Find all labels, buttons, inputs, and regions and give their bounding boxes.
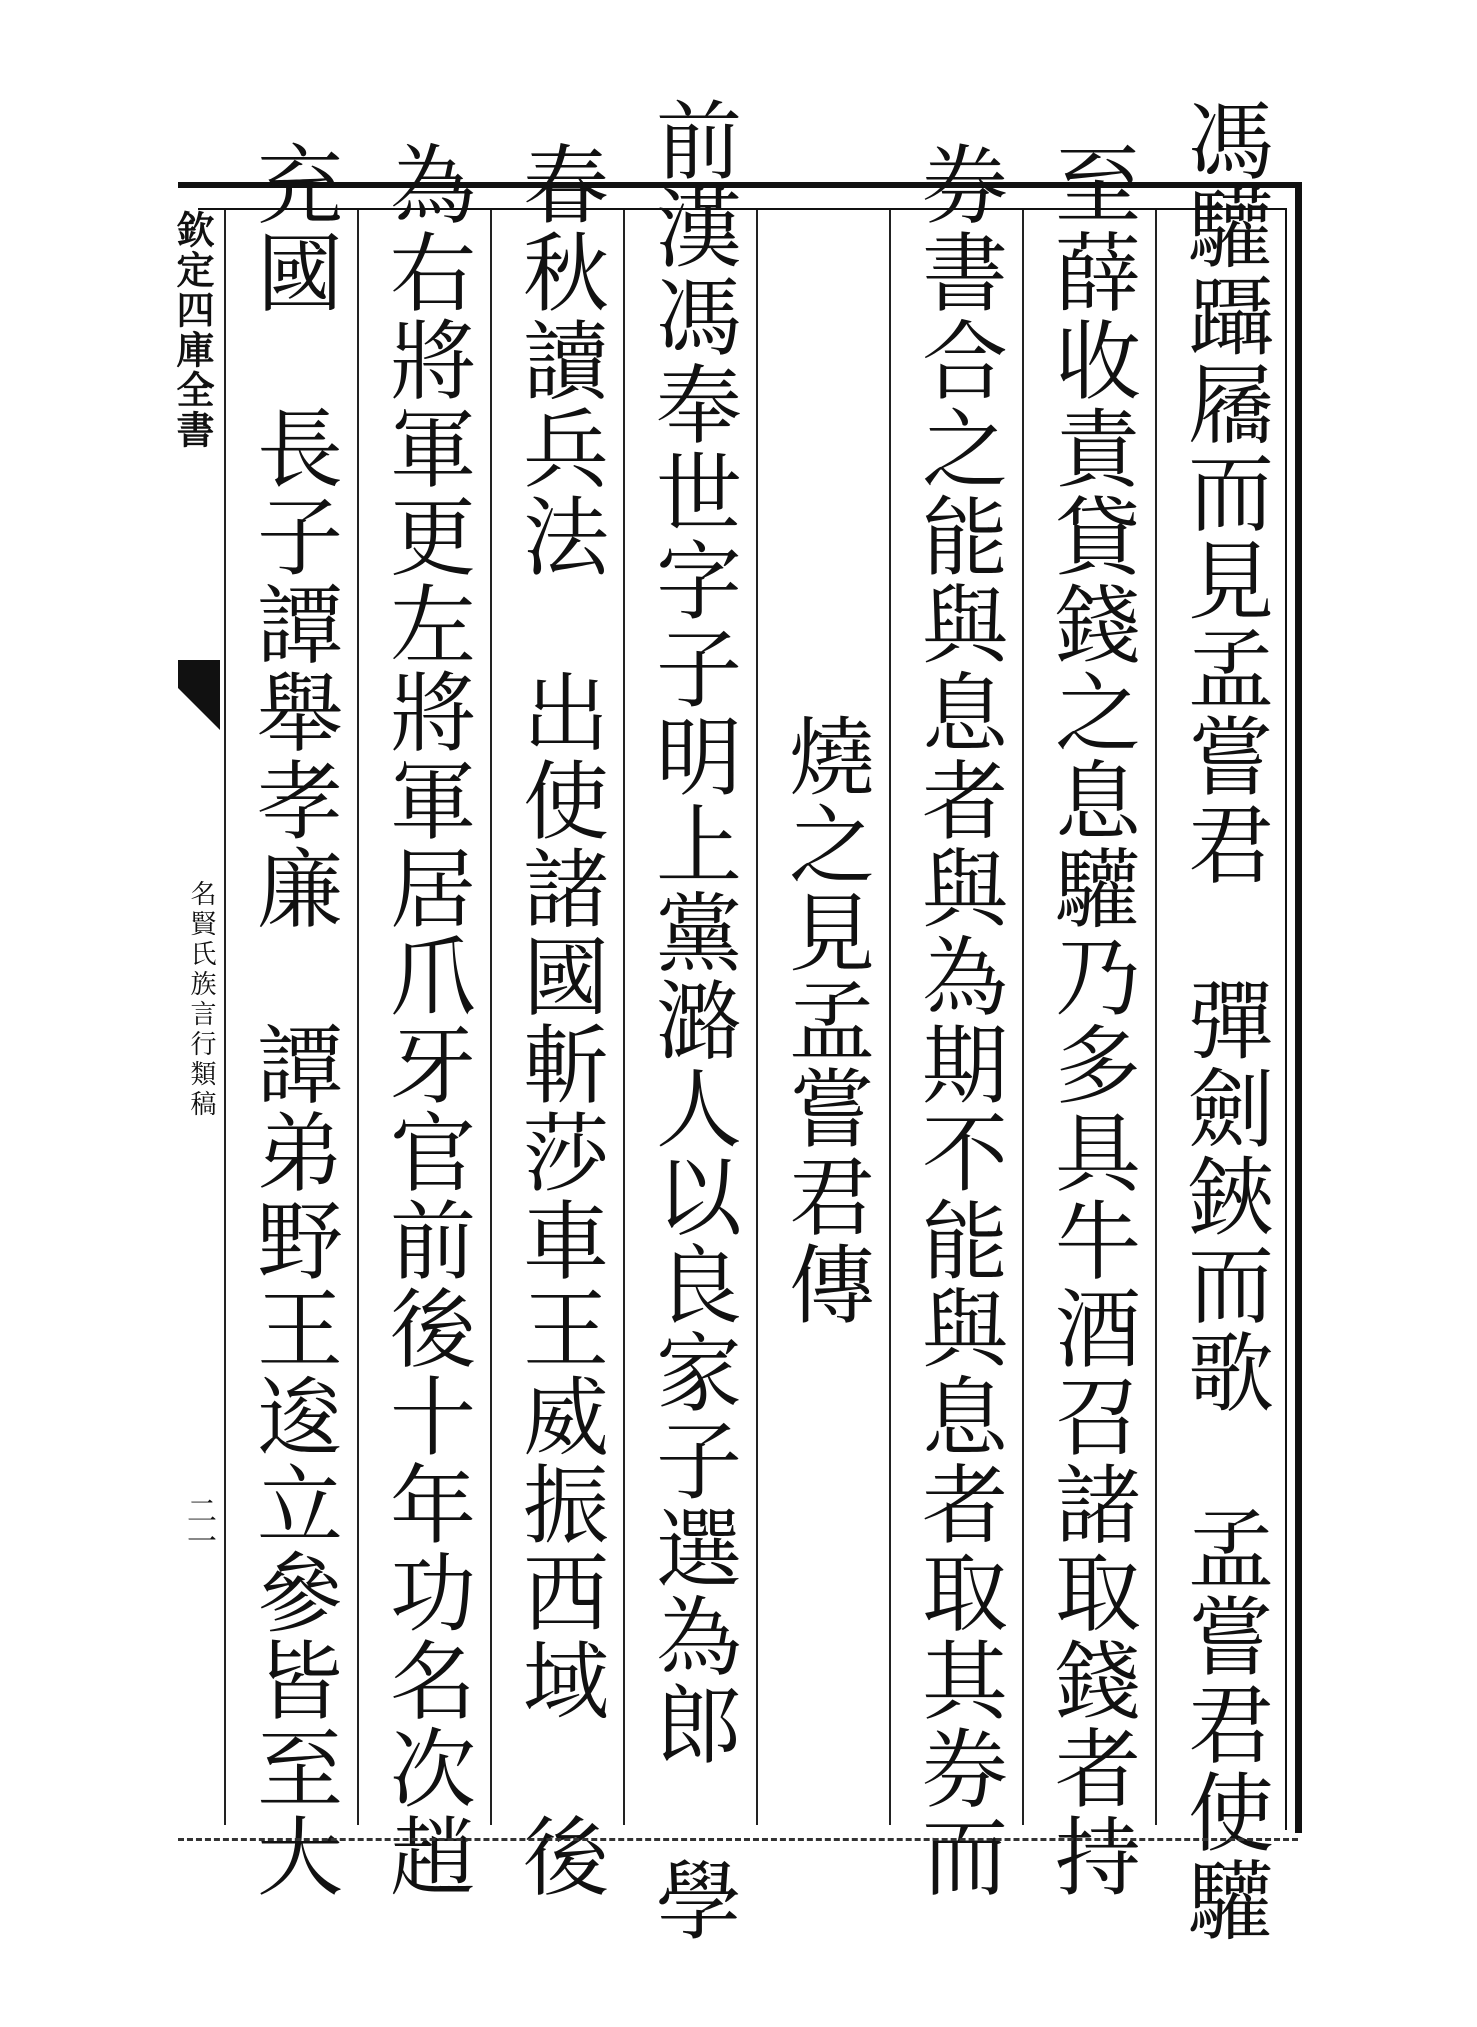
text-column xyxy=(623,96,751,1944)
column-text: 至薛收責貸錢之息驩乃多具牛酒召諸取錢者持 xyxy=(1040,140,1140,1900)
column-text: 充國 長子譚舉孝廉 譚弟野王逡立參皆至大 xyxy=(242,140,342,1900)
bottom-rule xyxy=(178,1838,1298,1841)
text-column xyxy=(1155,96,1283,1944)
column-text: 為右將軍更左將軍居爪牙官前後十年功名次趙 xyxy=(375,140,475,1900)
margin-page-number: 二一 xyxy=(181,1495,216,1555)
column-text: 前漢馮奉世字子明上黨潞人以良家子選為郎 學 xyxy=(641,96,741,1944)
column-text: 馮驩躡屩而見孟嘗君 彈劍鋏而歌 孟嘗君使驩 xyxy=(1173,96,1273,1944)
text-column xyxy=(889,140,1017,1900)
margin-book-title: 欽定四庫全書 xyxy=(170,210,215,450)
margin-chapter-title: 名賢氏族言行類稿 xyxy=(186,880,216,1120)
column-text: 春秋讀兵法 出使諸國斬莎車王威振西域 後 xyxy=(508,140,608,1900)
text-column xyxy=(1022,140,1150,1900)
column-text: 燒之見孟嘗君傳 xyxy=(774,712,874,1328)
column-text: 券書合之能與息者與為期不能與息者取其券而 xyxy=(907,140,1007,1900)
text-column xyxy=(756,210,884,1825)
text-column xyxy=(224,140,352,1900)
fish-tail-mark xyxy=(178,660,220,730)
text-column xyxy=(490,140,618,1900)
text-column xyxy=(357,140,485,1900)
